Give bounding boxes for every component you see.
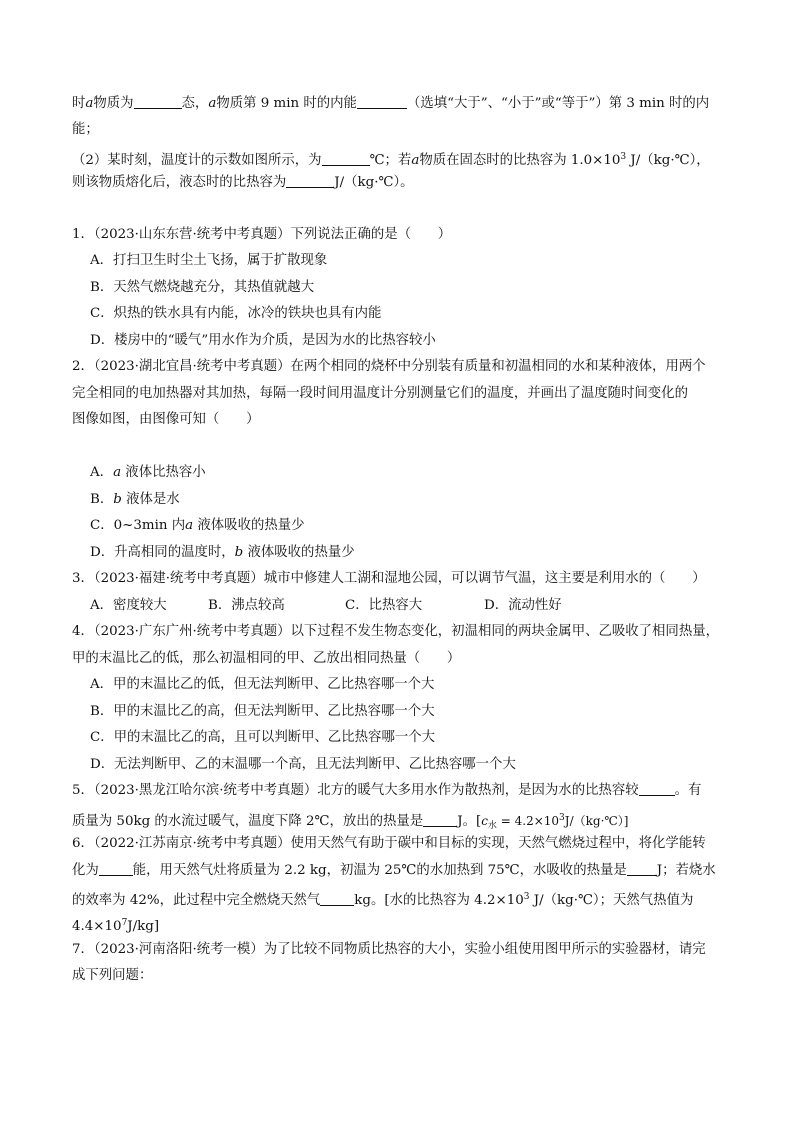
q6-line-4 <box>72 913 159 937</box>
text: D．升高相同的温度时， <box>90 545 235 560</box>
text: 液体吸收的热量少 <box>193 518 305 533</box>
text: J；若烧水 <box>656 863 716 878</box>
answer-blank[interactable] <box>286 173 334 188</box>
text: 化为 <box>72 863 99 878</box>
q2-option-b[interactable] <box>90 490 180 510</box>
text: 5．（2023·黑龙江哈尔滨·统考中考真题）北方的暖气大多用水作为散热剂，是因为水的比热容较 <box>72 783 639 798</box>
text: 4.4×10 <box>72 919 122 934</box>
text: 质量为 50kg 的水流过暖气，温度下降 2℃，放出的热量是 <box>72 814 424 829</box>
q4-option-a[interactable]: A．甲的末温比乙的低，但无法判断甲、乙比热容哪一个大 <box>90 677 435 692</box>
q3-stem: 3．（2023·福建·统考中考真题）城市中修建人工湖和湿地公园，可以调节气温，这主要是利用水的（ ） <box>72 571 706 586</box>
text: J/kg] <box>127 919 160 934</box>
answer-blank[interactable] <box>357 94 407 109</box>
q6-line-1: 6．（2022·江苏南京·统考中考真题）使用天然气有助于碳中和目标的实现，天然气燃烧过程中，将化学能转 <box>72 836 706 851</box>
q3-option-b[interactable]: B．沸点较高 <box>208 598 285 613</box>
q3-option-a[interactable]: A．密度较大 <box>90 598 167 613</box>
text: J/（kg·℃）。 <box>334 175 414 190</box>
q5-stem-1 <box>72 781 701 801</box>
answer-blank[interactable] <box>627 861 657 876</box>
text: J。[ <box>457 814 482 829</box>
q5-stem-2 <box>72 808 629 836</box>
text: 的效率为 42%，此过程中完全燃烧天然气 <box>72 893 321 908</box>
q6-line-2 <box>72 861 716 881</box>
q1-option-a[interactable]: A．打扫卫生时尘土飞扬，属于扩散现象 <box>90 253 328 268</box>
text: 能，用天然气灶将质量为 2.2 kg，初温为 25℃的水加热到 75℃，水吸收的热量是 <box>132 863 627 878</box>
intro-line-3 <box>72 147 710 171</box>
text: （选填“大于”、“小于”或“等于”）第 3 min 时的内 <box>406 96 710 111</box>
q3-option-c[interactable]: C．比热容大 <box>345 598 423 613</box>
q2-option-a[interactable] <box>90 463 206 483</box>
answer-blank[interactable] <box>322 151 370 166</box>
answer-blank[interactable] <box>134 94 182 109</box>
q2-option-d[interactable] <box>90 543 355 563</box>
answer-blank[interactable] <box>423 812 457 827</box>
q2-stem-3: 图像如图，由图像可知（ ） <box>72 412 260 427</box>
q1-option-b[interactable]: B．天然气燃烧越充分，其热值就越大 <box>90 280 315 295</box>
text: 时 <box>72 96 86 111</box>
text: 液体是水 <box>121 492 180 507</box>
exponent: 3 <box>523 892 530 902</box>
q4-option-c[interactable]: C．甲的末温比乙的高，且可以判断甲、乙比热容哪一个大 <box>90 730 436 745</box>
variable-a: a <box>411 153 420 168</box>
q6-line-3 <box>72 887 693 911</box>
exponent: 3 <box>620 152 627 162</box>
formula: J/（kg·℃）] <box>564 814 629 828</box>
q2-stem-2: 完全相同的电加热器对其加热，每隔一段时间用温度计分别测量它们的温度，并画出了温度随时间变化的 <box>72 386 688 401</box>
variable-a: a <box>185 518 194 533</box>
text: 液体比热容小 <box>121 465 206 480</box>
q4-option-b[interactable]: B．甲的末温比乙的高，但无法判断甲、乙比热容哪一个大 <box>90 704 435 719</box>
q4-stem-1: 4．（2023·广东广州·统考中考真题）以下过程不发生物态变化，初温相同的两块金属甲、乙吸收了相同热量， <box>72 624 719 639</box>
symbol-c: c <box>481 814 488 828</box>
q2-option-c[interactable] <box>90 516 305 536</box>
q3-option-d[interactable]: D．流动性好 <box>484 598 562 613</box>
q1-option-c[interactable]: C．炽热的铁水具有内能，冰冷的铁块也具有内能 <box>90 306 382 321</box>
intro-line-4 <box>72 173 414 193</box>
text: （2）某时刻，温度计的示数如图所示，为 <box>72 153 322 168</box>
exponent: 7 <box>121 918 128 928</box>
text: 态， <box>181 96 209 111</box>
text: 则该物质熔化后，液态时的比热容为 <box>72 175 287 190</box>
text: ℃；若 <box>369 153 412 168</box>
text: 物质在固态时的比热容为 1.0×10 <box>419 153 621 168</box>
variable-a: a <box>208 96 217 111</box>
variable-b: b <box>113 492 122 507</box>
intro-line-1 <box>72 94 709 114</box>
q4-stem-2: 甲的末温比乙的低，那么初温相同的甲、乙放出相同热量（ ） <box>72 651 461 666</box>
answer-blank[interactable] <box>99 861 133 876</box>
answer-blank[interactable] <box>320 891 354 906</box>
intro-line-2: 能； <box>72 122 99 137</box>
q1-option-d[interactable]: D．楼房中的“暖气”用水作为介质，是因为水的比热容较小 <box>90 333 436 348</box>
text: J/（kg·℃）， <box>626 153 710 168</box>
text: 。有 <box>674 783 702 798</box>
formula: = 4.2×10 <box>496 814 560 828</box>
variable-b: b <box>234 545 244 560</box>
text: 物质第 9 min 时的内能 <box>216 96 357 111</box>
subscript: 水 <box>487 821 497 831</box>
text: B． <box>90 492 114 507</box>
text: kg。[水的比热容为 4.2×10 <box>354 893 524 908</box>
q4-option-d[interactable]: D．无法判断甲、乙的末温哪一个高，且无法判断甲、乙比热容哪一个大 <box>90 757 516 772</box>
exponent: 3 <box>559 813 565 823</box>
q7-line-2: 成下列问题： <box>72 968 153 983</box>
variable-a: a <box>113 465 122 480</box>
text: C．0~3min 内 <box>90 518 186 533</box>
answer-blank[interactable] <box>639 781 675 796</box>
text: J/（kg·℃）；天然气热值为 <box>529 893 694 908</box>
q2-stem-1: 2．（2023·湖北宜昌·统考中考真题）在两个相同的烧杯中分别装有质量和初温相同的水和某种液体，用两个 <box>72 359 706 374</box>
text: A． <box>90 465 114 480</box>
text: 物质为 <box>93 96 134 111</box>
q7-line-1: 7．（2023·河南洛阳·统考一模）为了比较不同物质比热容的大小，实验小组使用图甲所示的实验器材，请完 <box>72 942 706 957</box>
q1-stem: 1．（2023·山东东营·统考中考真题）下列说法正确的是（ ） <box>72 227 452 242</box>
variable-a: a <box>85 96 94 111</box>
text: 液体吸收的热量少 <box>243 545 355 560</box>
